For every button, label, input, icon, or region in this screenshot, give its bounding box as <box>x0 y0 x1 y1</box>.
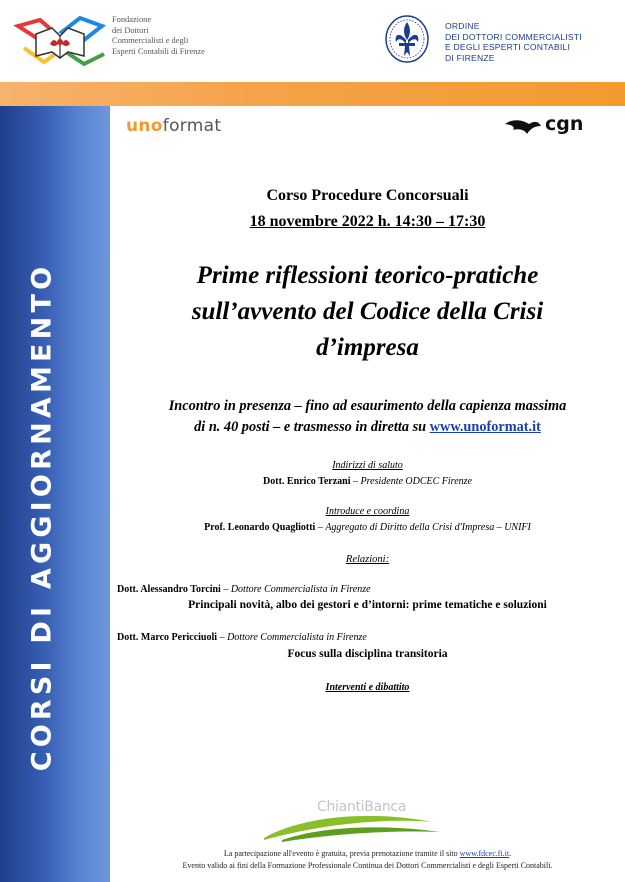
order-line-1: ORDINE <box>445 21 480 31</box>
orange-banner <box>0 82 625 106</box>
foundation-line-1: Fondazione <box>112 15 152 24</box>
course-date-text: 18 novembre 2022 h. 14:30 – 17:30 <box>249 213 486 230</box>
talk-2-speaker <box>117 632 367 643</box>
foundation-line-2: dei Dottori <box>112 25 149 35</box>
order-line-2: DEI DOTTORI COMMERCIALISTI <box>445 31 582 42</box>
main-title-line-2: sull’avvento del Codice della Crisi <box>191 298 544 325</box>
talk-1-topic: Principali novità, albo dei gestori e d’intorni: prime tematiche e soluzioni <box>188 599 547 611</box>
separator: – <box>315 522 326 533</box>
main-title-line-1: Prime riflessioni teorico-pratiche <box>196 262 539 289</box>
unoformat-logo-uno: uno <box>126 116 163 136</box>
separator: – <box>217 632 228 643</box>
coordination-name: Prof. Leonardo Quagliotti <box>204 522 316 533</box>
subtitle-line-1: Incontro in presenza – fino ad esaurimento della capienza massima <box>168 398 567 414</box>
unoformat-link[interactable]: www.unoformat.it <box>429 419 541 435</box>
foundation-name <box>112 15 205 57</box>
main-title-line-3: d’impresa <box>316 334 419 361</box>
course-date <box>110 213 625 231</box>
talk-2-name: Dott. Marco Pericciuoli <box>117 632 218 643</box>
chiantibanca-text: ChiantiBanca <box>317 799 407 815</box>
foundation-logo <box>10 12 110 72</box>
course-title: Corso Procedure Concorsuali <box>266 187 469 204</box>
coordination-role: Aggregato di Diritto della Crisi d'Impresa – UNIFI <box>325 522 531 533</box>
subtitle-line-2: di n. 40 posti – e trasmesso in diretta su <box>194 419 430 435</box>
closing-heading: Interventi e dibattito <box>325 682 410 693</box>
sidebar-label: CORSI DI AGGIORNAMENTO <box>26 262 58 772</box>
talk-1-role: Dottore Commercialista in Firenze <box>230 584 371 595</box>
talk-1-speaker <box>117 584 371 595</box>
foundation-line-3: Commercialisti e degli <box>112 36 189 45</box>
footer-line-1: La partecipazione all'evento è gratuita, previa prenotazione tramite il sito <box>223 849 460 858</box>
separator: – <box>220 584 231 595</box>
talk-2-topic: Focus sulla disciplina transitoria <box>287 648 448 660</box>
header <box>0 0 625 82</box>
separator: – <box>350 476 361 487</box>
greetings-speaker <box>110 476 625 487</box>
footer-registration <box>110 848 625 859</box>
main-title <box>130 258 605 366</box>
greetings-name: Dott. Enrico Terzani <box>263 476 351 487</box>
coordination-speaker <box>110 522 625 533</box>
event-subtitle <box>115 396 620 438</box>
order-line-3: E DEGLI ESPERTI CONTABILI <box>445 42 571 53</box>
order-name <box>445 21 582 63</box>
order-fleur-de-lis-logo <box>384 14 430 64</box>
greetings-heading: Indirizzi di saluto <box>332 460 403 471</box>
footer-line-1-end: . <box>509 849 512 858</box>
talk-2-role: Dottore Commercialista in Firenze <box>227 632 367 643</box>
coordination-heading: Introduce e coordina <box>325 506 410 517</box>
greetings-role: Presidente ODCEC Firenze <box>360 476 472 487</box>
foundation-line-4: Esperti Contabili di Firenze <box>112 46 205 56</box>
unoformat-logo-format: format <box>162 116 222 136</box>
talks-heading: Relazioni: <box>345 554 390 565</box>
footer-validity: Evento valido ai fini della Formazione Professionale Continua dei Dottori Commercialisti e degli Esperti Contabili. <box>182 861 553 870</box>
unoformat-logo <box>126 116 221 136</box>
fdcec-link[interactable]: www.fdcec.fi.it <box>459 849 510 858</box>
order-line-4: DI FIRENZE <box>445 52 495 63</box>
cgn-logo-text: cgn <box>545 113 584 135</box>
talk-1-name: Dott. Alessandro Torcini <box>117 584 221 595</box>
